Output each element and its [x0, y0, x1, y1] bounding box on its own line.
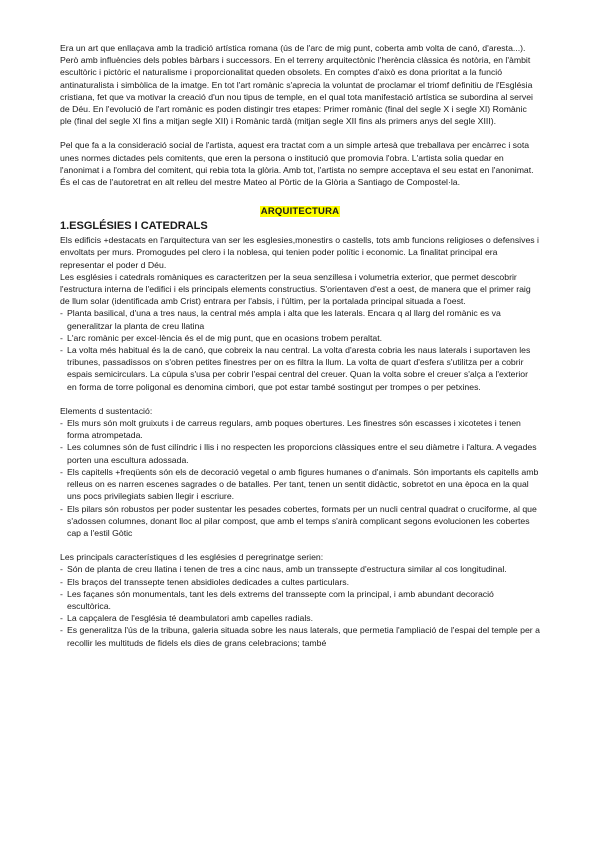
- list-item: - Els pilars són robustos per poder sustentar les pesades cobertes, formats per un nucli central quadrat o cruciforme, al que s'adossen columnes, donant lloc al pilar compost, que amb el temps s'anirà complicant segons evolucionen les cobertes cap a l'estil Gòtic: [60, 503, 540, 540]
- list-item: - La volta més habitual és la de canó, que cobreix la nau central. La volta d'aresta cobria les naus laterals i suportaven les tribunes, passadissos on s'obren petites finestres per on es filtra la llum. La volta de quart d'esfera s'utilitza per a cobrir espais semicirculars. La cúpula s'usa per cobrir l'espai central del creuer. Quan la volta sobre el creuer s'alça a l'exterior en forma de torre poligonal es denomina cimbori, que pot estar també sostingut per trompes o per petxines.: [60, 344, 540, 393]
- pilgrimage-churches-label: Les principals característiques d les esglésies d peregrinatge serien:: [60, 552, 324, 563]
- subsection-title: 1.ESGLÉSIES I CATEDRALS: [60, 220, 208, 233]
- spacer: [60, 127, 540, 139]
- pilgrimage-churches-list: [60, 563, 540, 648]
- list-item: - L'arc romànic per excel·lència és el de mig punt, que en ocasions trobem peraltat.: [60, 332, 540, 344]
- list-item: - Els murs són molt gruixuts i de carreus regulars, amb poques obertures. Les finestres són escasses i xicotetes i tenen forma atrompetada.: [60, 417, 540, 441]
- churches-paragraph: Les esglésies i catedrals romàniques es caracteritzen per la seua senzillesa i volumetria exterior, que permet descobrir l'estructura interna de l'edifici i els principals elements constructius. S'orientaven d'est a oest, de manera que el primer raig de llum solar (identificada amb Crist) entrara per l'absis, i l'últim, per la portalada principal situada a l'oest.: [60, 271, 531, 307]
- section-title-highlighted: ARQUITECTURA: [260, 206, 340, 218]
- list-item: - Els capitells +freqüents són els de decoració vegetal o amb figures humanes o d'animals. Són importants els capitells amb relleus on es narren escenes sagrades o de batalles. Per tant, tenen un sentit didàctic, sobretot en una època en la qual uns pocs privilegiats sabien llegir i escriure.: [60, 466, 540, 503]
- intro-paragraph-romanesque-art: Era un art que enllaçava amb la tradició artística romana (ús de l'arc de mig punt, coberta amb volta de canó, d'aresta...). Però amb influències dels pobles bàrbars i successors. En el terreny arquitectònic l'herència clàssica és notòria, en l'àmbit escultòric i pictòric el naturalisme i proporcionalitat queden obsolets. En comptes d'això es dona prioritat a la funció antinaturalista i simbòlica de la imatge. En tot l'art romànic s'aprecia la voluntat de proclamar el triomf definitiu de l'Església cristiana, fet que va motivar la creació d'un nou tipus de temple, en el qual tota manifestació artística se subordina al servei de Déu. En l'evolució de l'art romànic es poden distingir tres etapes: Primer romànic (final del segle X i segle XI) Romànic ple (final del segle XI fins a mitjan segle XII) i Romànic tardà (mitjan segle XII fins als primers anys del segle XIII).: [60, 43, 533, 127]
- architecture-features-list: [60, 307, 540, 392]
- list-item: - Les façanes són monumentals, tant les dels extrems del transsepte com la principal, i amb abundant decoració escultòrica.: [60, 588, 540, 612]
- list-item: - Es generalitza l'ús de la tribuna, galeria situada sobre les naus laterals, que permetia l'ampliació de l'espai del temple per a recollir les multituds de fidels els dies de grans celebracions; també: [60, 624, 540, 648]
- intro-paragraph-artist-status: Pel que fa a la consideració social de l'artista, aquest era tractat com a un simple artesà que treballava per encàrrec i sota unes normes dictades pels comitents, que eren la persona o institució que promovia l'obra. L'artista solia quedar en l'anonimat i a l'ombra del comitent, qui rebia tota la glòria. Amb tot, l'artista no sempre acceptava el seu estat en l'anonimat. És el cas de l'autoretrat en alt relleu del mestre Mateo al Pòrtic de la Glòria a Santiago de Compostel·la.: [60, 140, 534, 188]
- list-item: - Les columnes són de fust cilíndric i llis i no respecten les proporcions clàssiques entre el seu diàmetre i l'altura. A vegades porten una escultura adossada.: [60, 441, 540, 465]
- list-item: - Planta basilical, d'una a tres naus, la central més ampla i alta que les laterals. Encara q al llarg del romànic es va generalitzar la planta de creu llatina: [60, 307, 540, 331]
- section-heading: [60, 204, 540, 218]
- buildings-paragraph: Els edificis +destacats en l'arquitectura van ser les esglesies,monestirs o castells, tots amb funcions religioses o defensives i envoltats per murs. Promogudes pel clero i la noblesa, qui tenien poder polític i economic. La finalitat principal era representar el poder d Déu.: [60, 235, 539, 270]
- list-item: - Són de planta de creu llatina i tenen de tres a cinc naus, amb un transsepte d'estructura similar al cos longitudinal.: [60, 563, 540, 575]
- list-item: - La capçalera de l'església té deambulatori amb capelles radials.: [60, 612, 540, 624]
- list-item: - Els braços del transsepte tenen absidioles dedicades a cultes particulars.: [60, 576, 540, 588]
- support-elements-list: [60, 417, 540, 539]
- support-elements-label: Elements d sustentació:: [60, 405, 153, 416]
